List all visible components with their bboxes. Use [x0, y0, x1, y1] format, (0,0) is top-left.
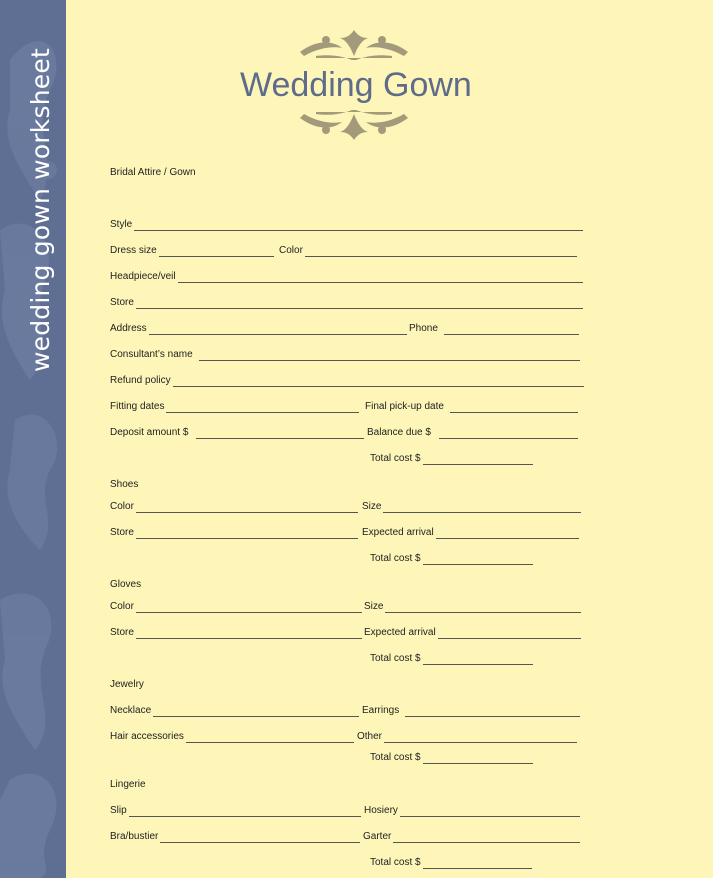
- refund-input[interactable]: [173, 375, 584, 387]
- style-input[interactable]: [134, 219, 583, 231]
- shoes-color-input[interactable]: [136, 501, 358, 513]
- row-gloves-store: [110, 625, 583, 639]
- style-field[interactable]: Style: [110, 217, 583, 231]
- bottom-ornament-icon: [296, 108, 412, 144]
- top-ornament-icon: [296, 26, 412, 62]
- shoes-total-cost-input[interactable]: [423, 553, 533, 565]
- shoes-size-input[interactable]: [383, 501, 581, 513]
- row-fitting: [110, 399, 583, 413]
- shoes-store-input[interactable]: [136, 527, 358, 539]
- row-headpiece: [110, 269, 583, 283]
- fitting-input[interactable]: [166, 401, 359, 413]
- final-pickup-field[interactable]: Final pick-up date: [365, 399, 578, 413]
- row-bridal-total: [110, 451, 583, 465]
- row-bra: [110, 829, 583, 843]
- necklace-field[interactable]: Necklace: [110, 703, 359, 717]
- sidebar-title: wedding gown worksheet: [26, 48, 55, 372]
- section-jewelry: Jewelry: [110, 679, 144, 690]
- slip-field[interactable]: Slip: [110, 803, 361, 817]
- row-lingerie-total: [110, 855, 583, 869]
- earrings-field[interactable]: Earrings: [362, 703, 580, 717]
- row-consultant: [110, 347, 583, 361]
- lingerie-total-cost-field[interactable]: Total cost $: [370, 855, 532, 869]
- earrings-input[interactable]: [405, 705, 580, 717]
- section-shoes: Shoes: [110, 479, 139, 490]
- bra-input[interactable]: [160, 831, 360, 843]
- phone-input[interactable]: [444, 323, 579, 335]
- headpiece-input[interactable]: [178, 271, 583, 283]
- hair-accessories-input[interactable]: [186, 731, 354, 743]
- lingerie-total-cost-input[interactable]: [423, 857, 532, 869]
- row-address: [110, 321, 583, 335]
- deposit-field[interactable]: Deposit amount $: [110, 425, 364, 439]
- color-input[interactable]: [305, 245, 577, 257]
- balance-input[interactable]: [439, 427, 578, 439]
- section-lingerie: Lingerie: [110, 779, 146, 790]
- row-hair-accessories: [110, 729, 583, 743]
- fitting-field[interactable]: Fitting dates: [110, 399, 359, 413]
- store-field[interactable]: Store: [110, 295, 583, 309]
- section-bridal-attire: Bridal Attire / Gown: [110, 167, 196, 178]
- bridal-total-cost-field[interactable]: Total cost $: [370, 451, 533, 465]
- row-gloves-color: [110, 599, 583, 613]
- jewelry-total-cost-field[interactable]: Total cost $: [370, 750, 533, 764]
- balance-field[interactable]: Balance due $: [367, 425, 578, 439]
- shoes-color-field[interactable]: Color: [110, 499, 358, 513]
- row-style: [110, 217, 583, 231]
- shoes-store-field[interactable]: Store: [110, 525, 358, 539]
- sidebar: [0, 0, 66, 878]
- bridal-total-cost-input[interactable]: [423, 453, 533, 465]
- row-gloves-total: [110, 651, 583, 665]
- row-dress-size: [110, 243, 583, 257]
- dress-size-field[interactable]: Dress size: [110, 243, 274, 257]
- other-input[interactable]: [384, 731, 577, 743]
- gloves-color-input[interactable]: [136, 601, 362, 613]
- garter-input[interactable]: [393, 831, 580, 843]
- gloves-color-field[interactable]: Color: [110, 599, 362, 613]
- row-shoes-store: [110, 525, 583, 539]
- section-gloves: Gloves: [110, 579, 142, 590]
- necklace-input[interactable]: [153, 705, 359, 717]
- row-shoes-total: [110, 551, 583, 565]
- row-refund: [110, 373, 585, 387]
- gloves-total-cost-input[interactable]: [423, 653, 533, 665]
- gloves-store-field[interactable]: Store: [110, 625, 362, 639]
- headpiece-field[interactable]: Headpiece/veil: [110, 269, 583, 283]
- gloves-size-input[interactable]: [385, 601, 581, 613]
- shoes-arrival-field[interactable]: Expected arrival: [362, 525, 579, 539]
- deposit-input[interactable]: [196, 427, 364, 439]
- jewelry-total-cost-input[interactable]: [423, 752, 533, 764]
- other-field[interactable]: Other: [357, 729, 577, 743]
- address-input[interactable]: [149, 323, 407, 335]
- row-necklace: [110, 703, 583, 717]
- gloves-store-input[interactable]: [136, 627, 362, 639]
- gloves-total-cost-field[interactable]: Total cost $: [370, 651, 533, 665]
- gloves-arrival-field[interactable]: Expected arrival: [364, 625, 581, 639]
- shoes-total-cost-field[interactable]: Total cost $: [370, 551, 533, 565]
- address-field[interactable]: Address: [110, 321, 407, 335]
- gloves-size-field[interactable]: Size: [364, 599, 581, 613]
- final-pickup-input[interactable]: [450, 401, 578, 413]
- row-jewelry-total: [110, 750, 583, 764]
- hosiery-field[interactable]: Hosiery: [364, 803, 580, 817]
- phone-field[interactable]: Phone: [409, 321, 579, 335]
- slip-input[interactable]: [129, 805, 361, 817]
- row-shoes-color: [110, 499, 583, 513]
- row-store: [110, 295, 583, 309]
- row-deposit: [110, 425, 583, 439]
- consultant-input[interactable]: [199, 349, 580, 361]
- dress-size-input[interactable]: [159, 245, 274, 257]
- color-field[interactable]: Color: [279, 243, 577, 257]
- bra-field[interactable]: Bra/bustier: [110, 829, 360, 843]
- shoes-size-field[interactable]: Size: [362, 499, 581, 513]
- shoes-arrival-input[interactable]: [436, 527, 579, 539]
- consultant-field[interactable]: Consultant’s name: [110, 347, 580, 361]
- hosiery-input[interactable]: [400, 805, 580, 817]
- store-input[interactable]: [136, 297, 583, 309]
- page-title: Wedding Gown: [240, 66, 472, 104]
- gloves-arrival-input[interactable]: [438, 627, 581, 639]
- row-slip: [110, 803, 583, 817]
- refund-field[interactable]: Refund policy: [110, 373, 584, 387]
- garter-field[interactable]: Garter: [363, 829, 580, 843]
- hair-accessories-field[interactable]: Hair accessories: [110, 729, 354, 743]
